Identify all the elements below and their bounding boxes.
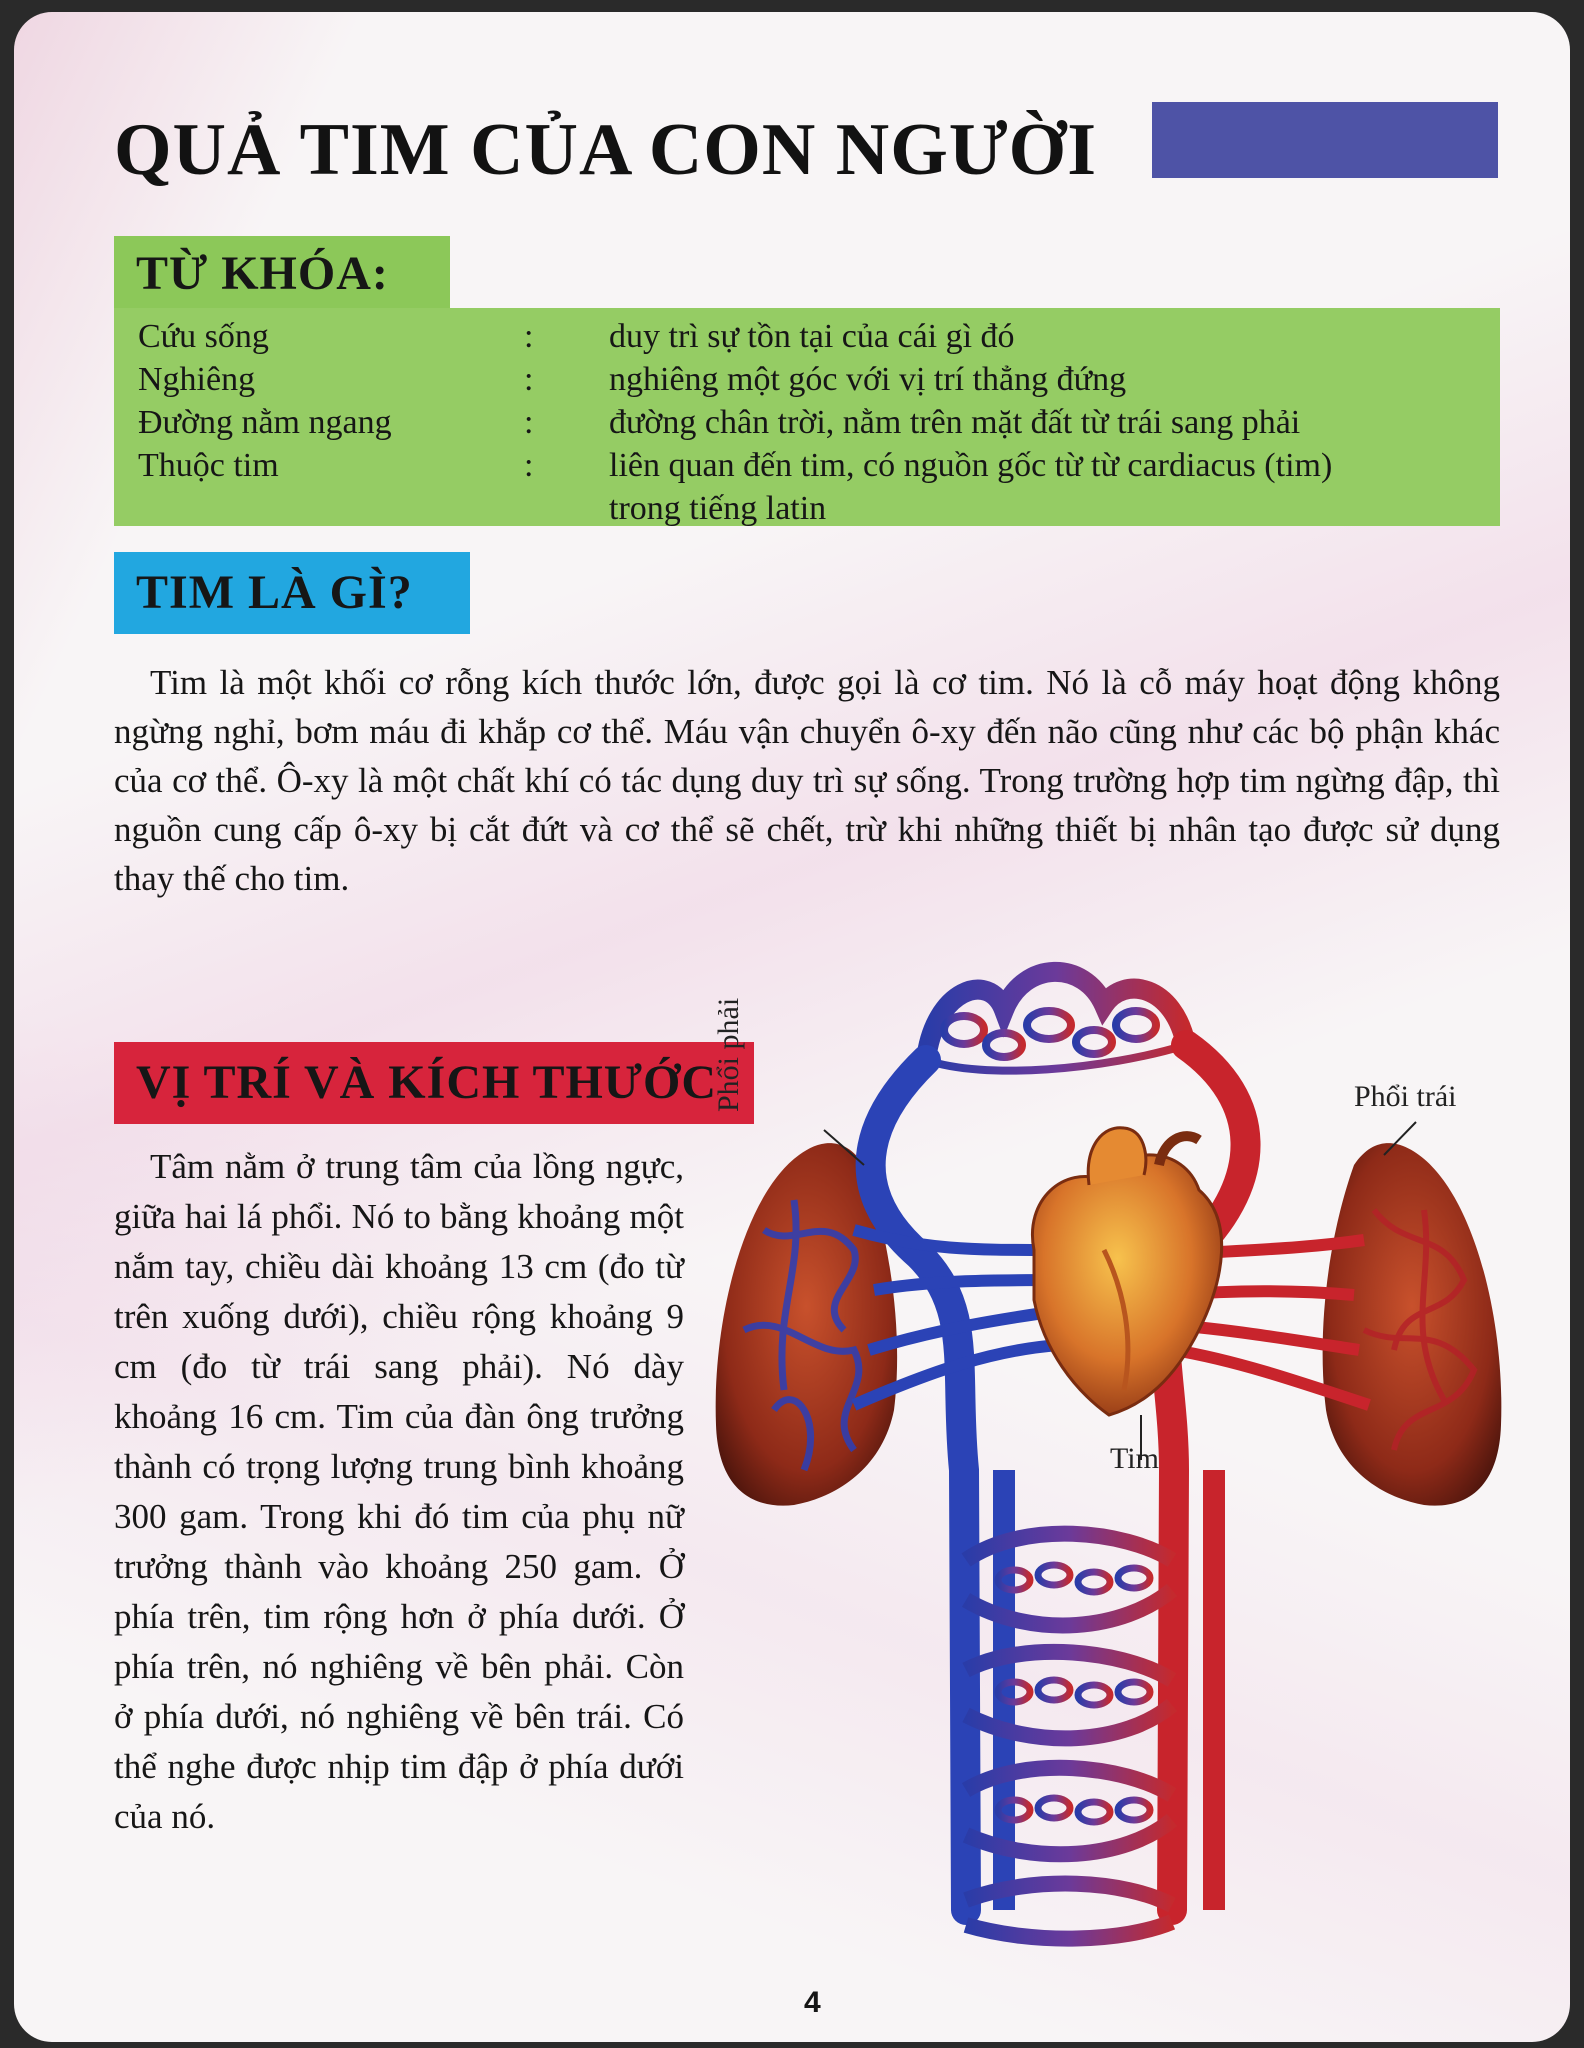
what-is-heart-paragraph: Tim là một khối cơ rỗng kích thước lớn, được gọi là cơ tim. Nó là cỗ máy hoạt động không ngừng nghỉ, bơm máu đi khắp cơ thể. Máu vận chuyển ô-xy đến não cũng như các bộ phận khác của cơ thể. Ô-xy là một chất khí có tác dụng duy trì sự sống. Trong trường hợp tim ngừng đập, thì nguồn cung cấp ô-xy bị cắt đứt và cơ thể sẽ chết, trừ khi những thiết bị nhân tạo được sử dụng thay thế cho tim.: [114, 663, 1500, 898]
right-lung-label: Phổi phải: [712, 997, 745, 1112]
heart-label: Tim: [1110, 1442, 1159, 1475]
keywords-heading: TỪ KHÓA:: [114, 236, 450, 314]
keyword-term: Đường nằm ngang: [138, 404, 392, 441]
left-lung-shape: [1323, 1143, 1502, 1506]
left-lung-label: Phổi trái: [1354, 1080, 1457, 1113]
book-page: [14, 12, 1570, 2042]
keyword-term: Thuộc tim: [138, 447, 279, 484]
keyword-definition: nghiêng một góc với vị trí thẳng đứng: [609, 361, 1127, 398]
keyword-term: Cứu sống: [138, 318, 269, 355]
keyword-definition: đường chân trời, nằm trên mặt đất từ trái sang phải: [609, 404, 1301, 441]
position-size-paragraph: Tâm nằm ở trung tâm của lồng ngực, giữa hai lá phổi. Nó to bằng khoảng một nắm tay, chiều dài khoảng 13 cm (đo từ trên xuống dưới), chiều rộng khoảng 9 cm (đo từ trái sang phải). Nó dày khoảng 16 cm. Tim của đàn ông trưởng thành có trọng lượng trung bình khoảng 300 gam. Trong khi đó tim của phụ nữ trưởng thành vào khoảng 250 gam. Ở phía trên, tim rộng hơn ở phía dưới. Ở phía trên, nó nghiêng về bên phải. Còn ở phía dưới, nó nghiêng về bên trái. Có thể nghe được nhịp tim đập ở phía dưới của nó.: [114, 1147, 684, 1836]
title-accent-bar: [1152, 102, 1498, 178]
position-size-heading: VỊ TRÍ VÀ KÍCH THƯỚC: [114, 1042, 754, 1124]
keyword-definition: liên quan đến tim, có nguồn gốc từ từ cardiacus (tim) trong tiếng latin: [609, 447, 1333, 527]
page-number: 4: [804, 1986, 821, 2019]
keyword-colon: :: [524, 447, 534, 484]
keyword-definition: duy trì sự tồn tại của cái gì đó: [609, 318, 1015, 355]
keyword-term: Nghiêng: [138, 361, 256, 398]
page-title: QUẢ TIM CỦA CON NGƯỜI: [114, 109, 1098, 191]
keyword-colon: :: [524, 404, 534, 441]
keyword-colon: :: [524, 361, 534, 398]
what-is-heart-heading: TIM LÀ GÌ?: [114, 552, 470, 634]
keyword-colon: :: [524, 318, 534, 355]
